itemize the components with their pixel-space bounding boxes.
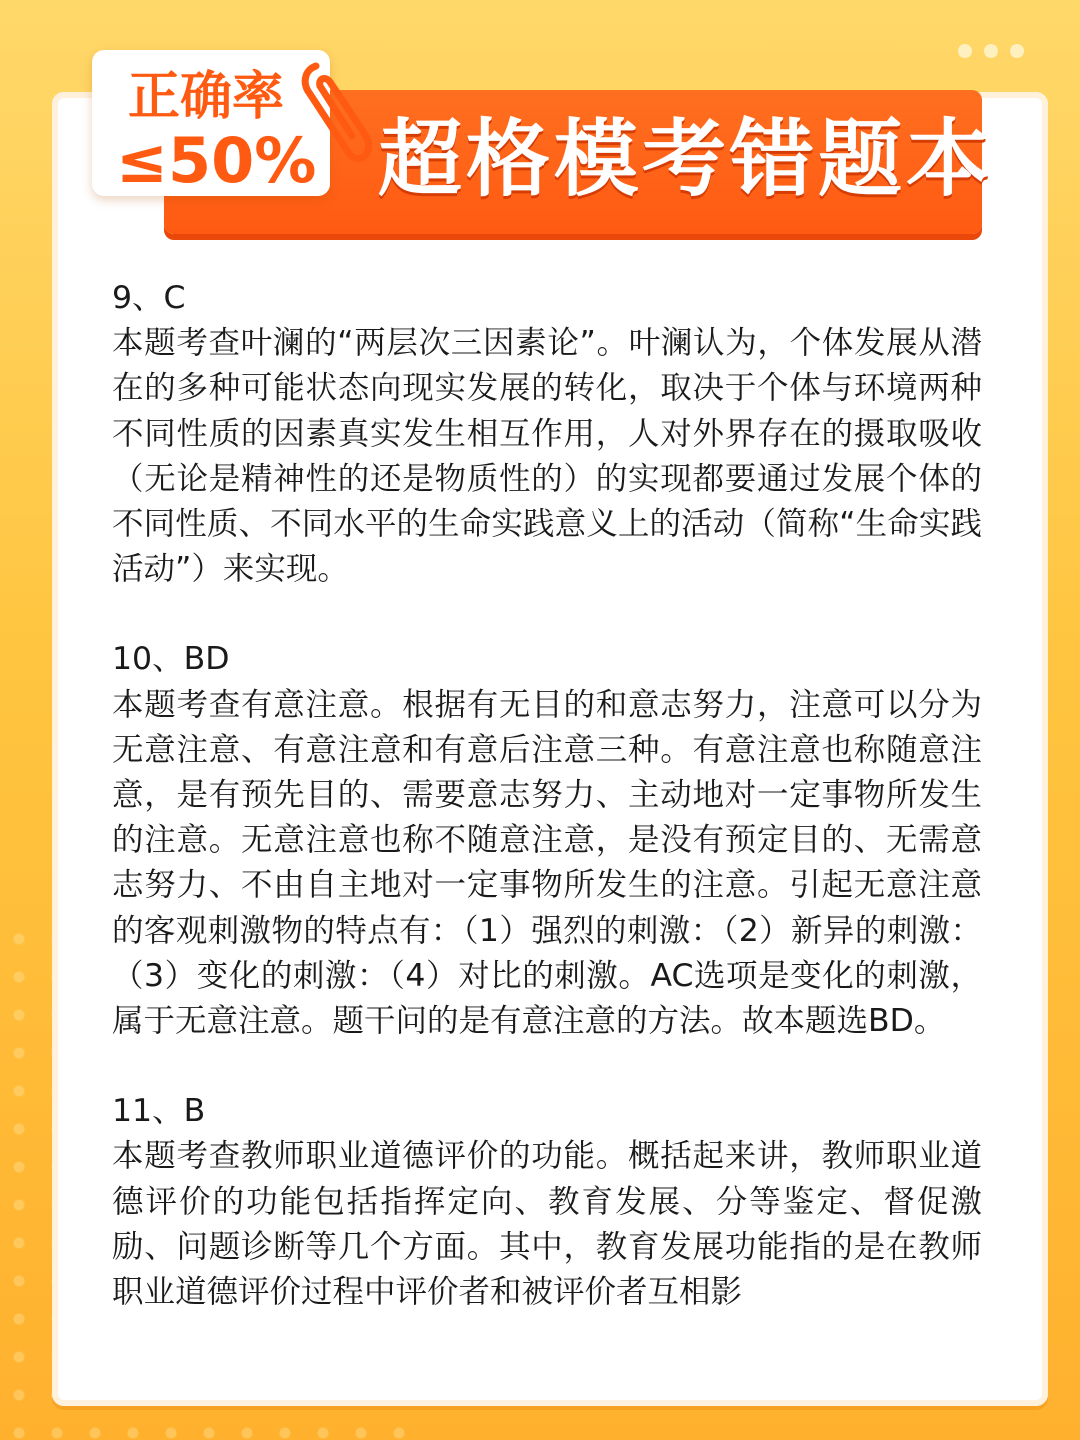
page-title: 超格模考错题本	[378, 110, 995, 208]
answer-number: 11、B	[112, 1093, 206, 1130]
paperclip-icon	[296, 58, 372, 168]
answer-number: 9、C	[112, 280, 186, 316]
answer-explanation: 本题考查叶澜的“两层次三因素论”。叶澜认为，个体发展从潜在的多种可能状态向现实发展的转化，取决于个体与环境两种不同性质的因素真实发生相互作用，人对外界存在的摄取吸收（无论是精神性的还是物质性的）的实现都要通过发展个体的不同性质、不同水平的生命实践意义上的活动（简称“生命实践活动”）来实现。	[112, 325, 982, 588]
answer-list	[112, 276, 982, 1360]
answer-item	[112, 1089, 982, 1315]
top-dots-decoration	[958, 44, 1024, 58]
badge-label: 正确率	[128, 67, 285, 127]
dot-icon	[958, 44, 972, 58]
badge-value: ≤50%	[116, 124, 317, 197]
answer-explanation: 本题考查教师职业道德评价的功能。概括起来讲，教师职业道德评价的功能包括指挥定向、教育发展、分等鉴定、督促激励、问题诊断等几个方面。其中，教育发展功能指的是在教师职业道德评价过程中评价者和被评价者互相影	[112, 1138, 982, 1311]
answer-number: 10、BD	[112, 641, 230, 678]
dot-icon	[984, 44, 998, 58]
answer-explanation: 本题考查有意注意。根据有无目的和意志努力，注意可以分为无意注意、有意注意和有意后注意三种。有意注意也称随意注意，是有预先目的、需要意志努力、主动地对一定事物所发生的注意。无意注意也称不随意注意，是没有预定目的、无需意志努力、不由自主地对一定事物所发生的注意。引起无意注意的客观刺激物的特点有：（1）强烈的刺激：（2）新异的刺激：（3）变化的刺激：（4）对比的刺激。AC选项是变化的刺激，属于无意注意。题干问的是有意注意的方法。故本题选BD。	[112, 686, 982, 1040]
answer-item	[112, 637, 982, 1044]
answer-item	[112, 276, 982, 592]
dot-icon	[1010, 44, 1024, 58]
